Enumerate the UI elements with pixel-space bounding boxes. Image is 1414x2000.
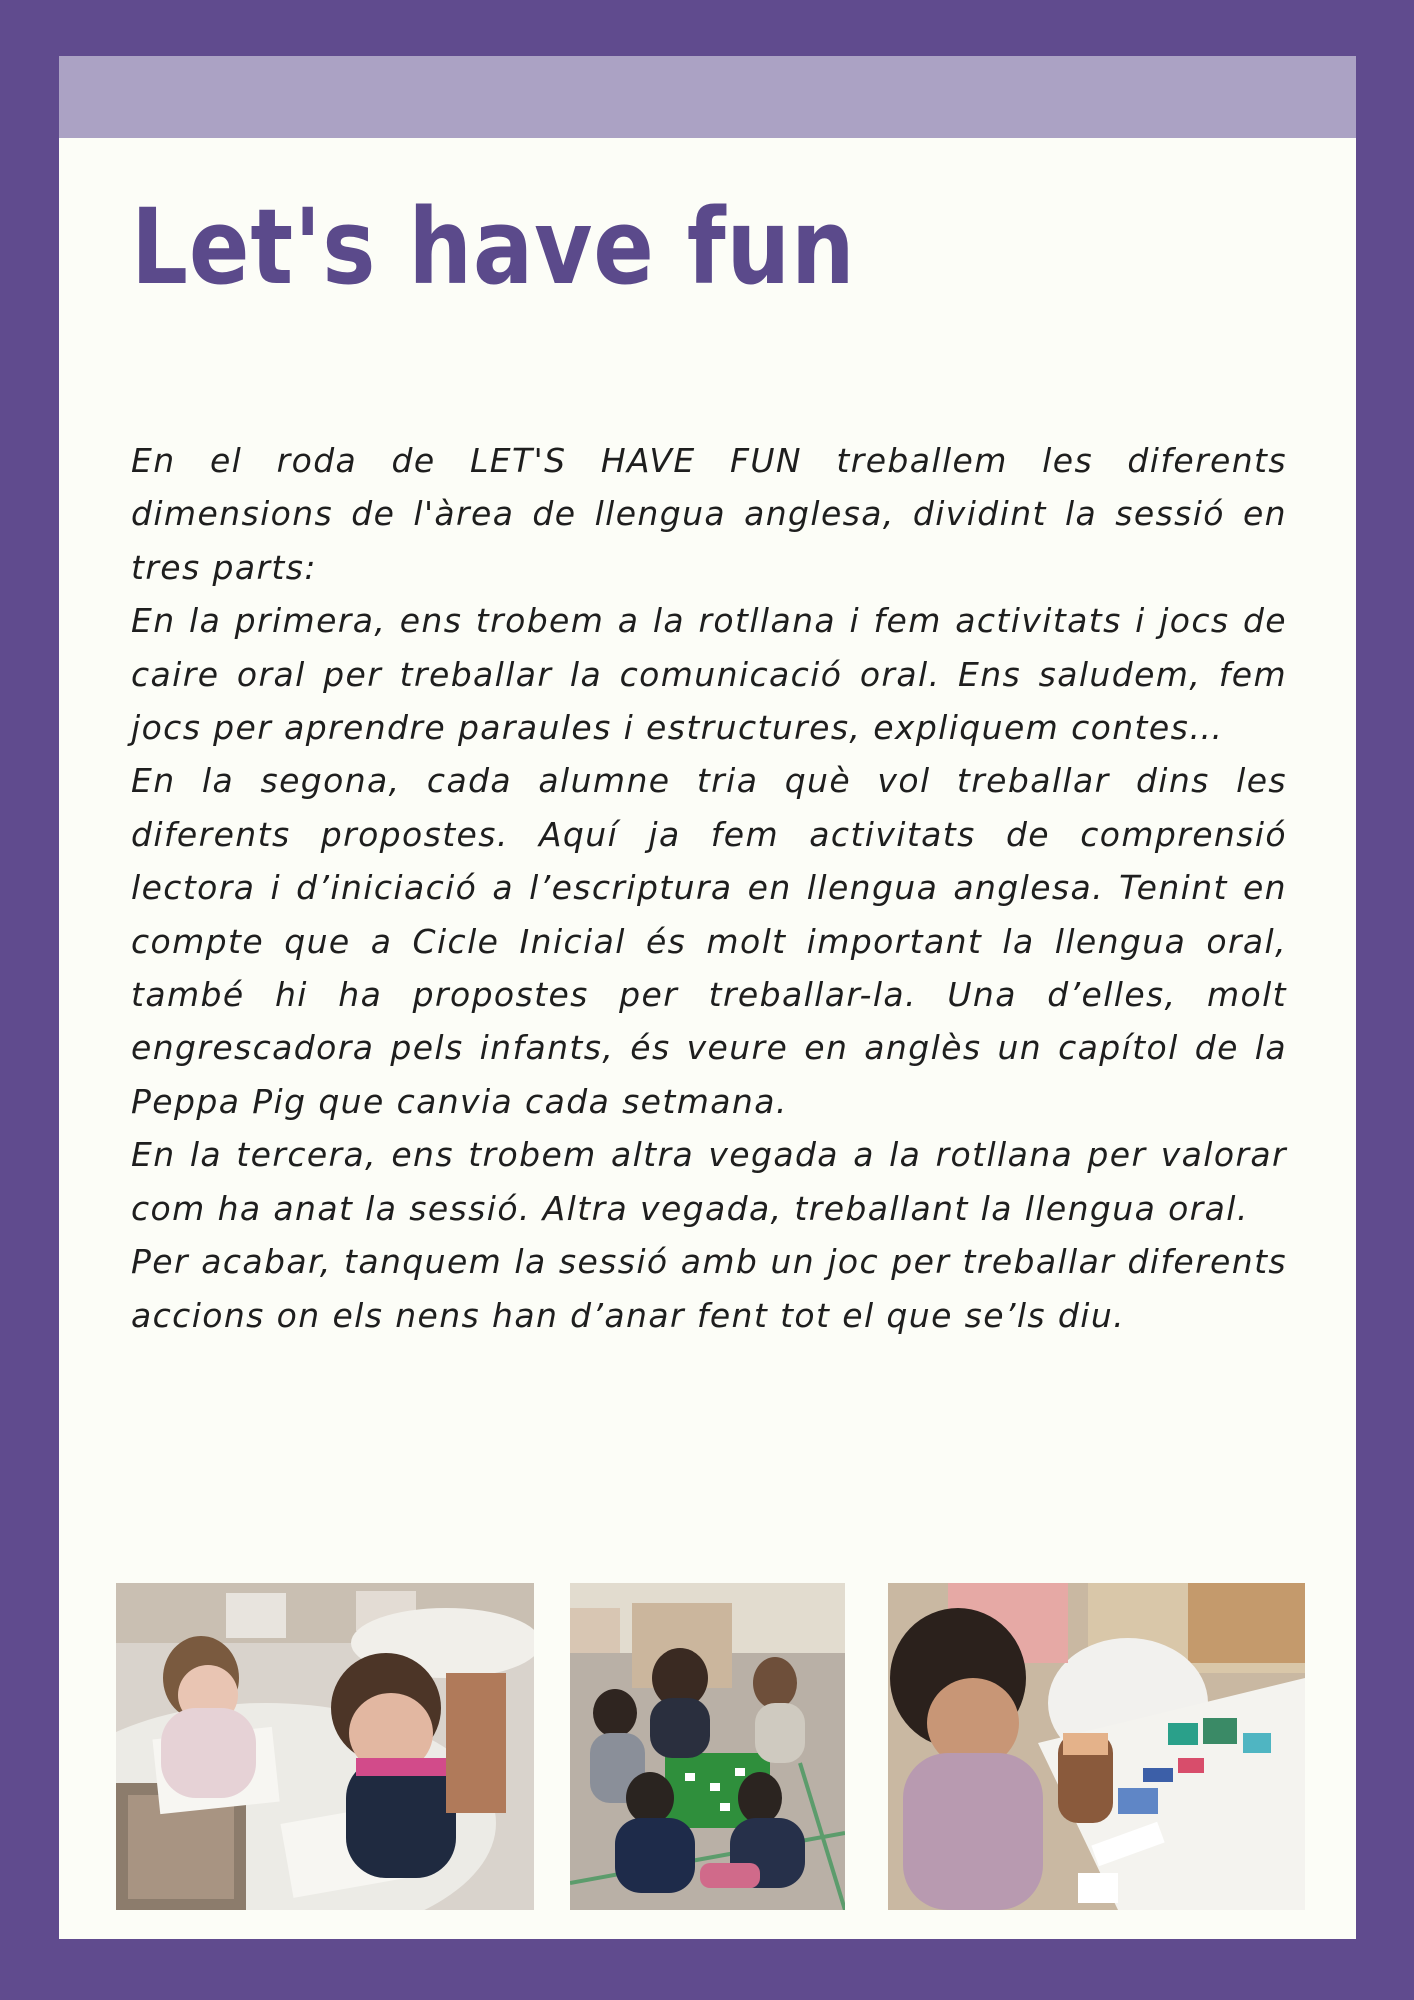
paragraph-closing: Per acabar, tanquem la sessió amb un joc per treballar diferents accions on els nens han d’anar fent tot el que se’ls diu.: [131, 1242, 1287, 1335]
page-card: [59, 56, 1356, 1939]
header-band: [59, 56, 1356, 138]
paragraph-second-part: En la segona, cada alumne tria què vol treballar dins les diferents propostes. Aquí ja fem activitats de comprensió lectora i d’iniciació a l’escriptura en llengua anglesa. Tenint en compte que a Cicle Inicial és molt important la llengua oral, també hi ha propostes per treballar-la. Una d’elles, molt engrescadora pels infants, és veure en anglès un capítol de la Peppa Pig que canvia cada setmana.: [131, 761, 1287, 1121]
photo-child-dress-up-activity: [888, 1583, 1305, 1910]
photo-children-writing: [116, 1583, 534, 1910]
body-text: [131, 434, 1287, 1342]
paragraph-third-part: En la tercera, ens trobem altra vegada a la rotllana per valorar com ha anat la sessió. Altra vegada, treballant la llengua oral.: [131, 1135, 1287, 1228]
photo-children-card-game: [570, 1583, 845, 1910]
page-title: Let's have fun: [131, 186, 856, 308]
paragraph-intro: En el roda de LET'S HAVE FUN treballem les diferents dimensions de l'àrea de llengua anglesa, dividint la sessió en tres parts:: [131, 441, 1287, 587]
paragraph-first-part: En la primera, ens trobem a la rotllana i fem activitats i jocs de caire oral per treballar la comunicació oral. Ens saludem, fem jocs per aprendre paraules i estructures, expliquem contes…: [131, 601, 1287, 748]
